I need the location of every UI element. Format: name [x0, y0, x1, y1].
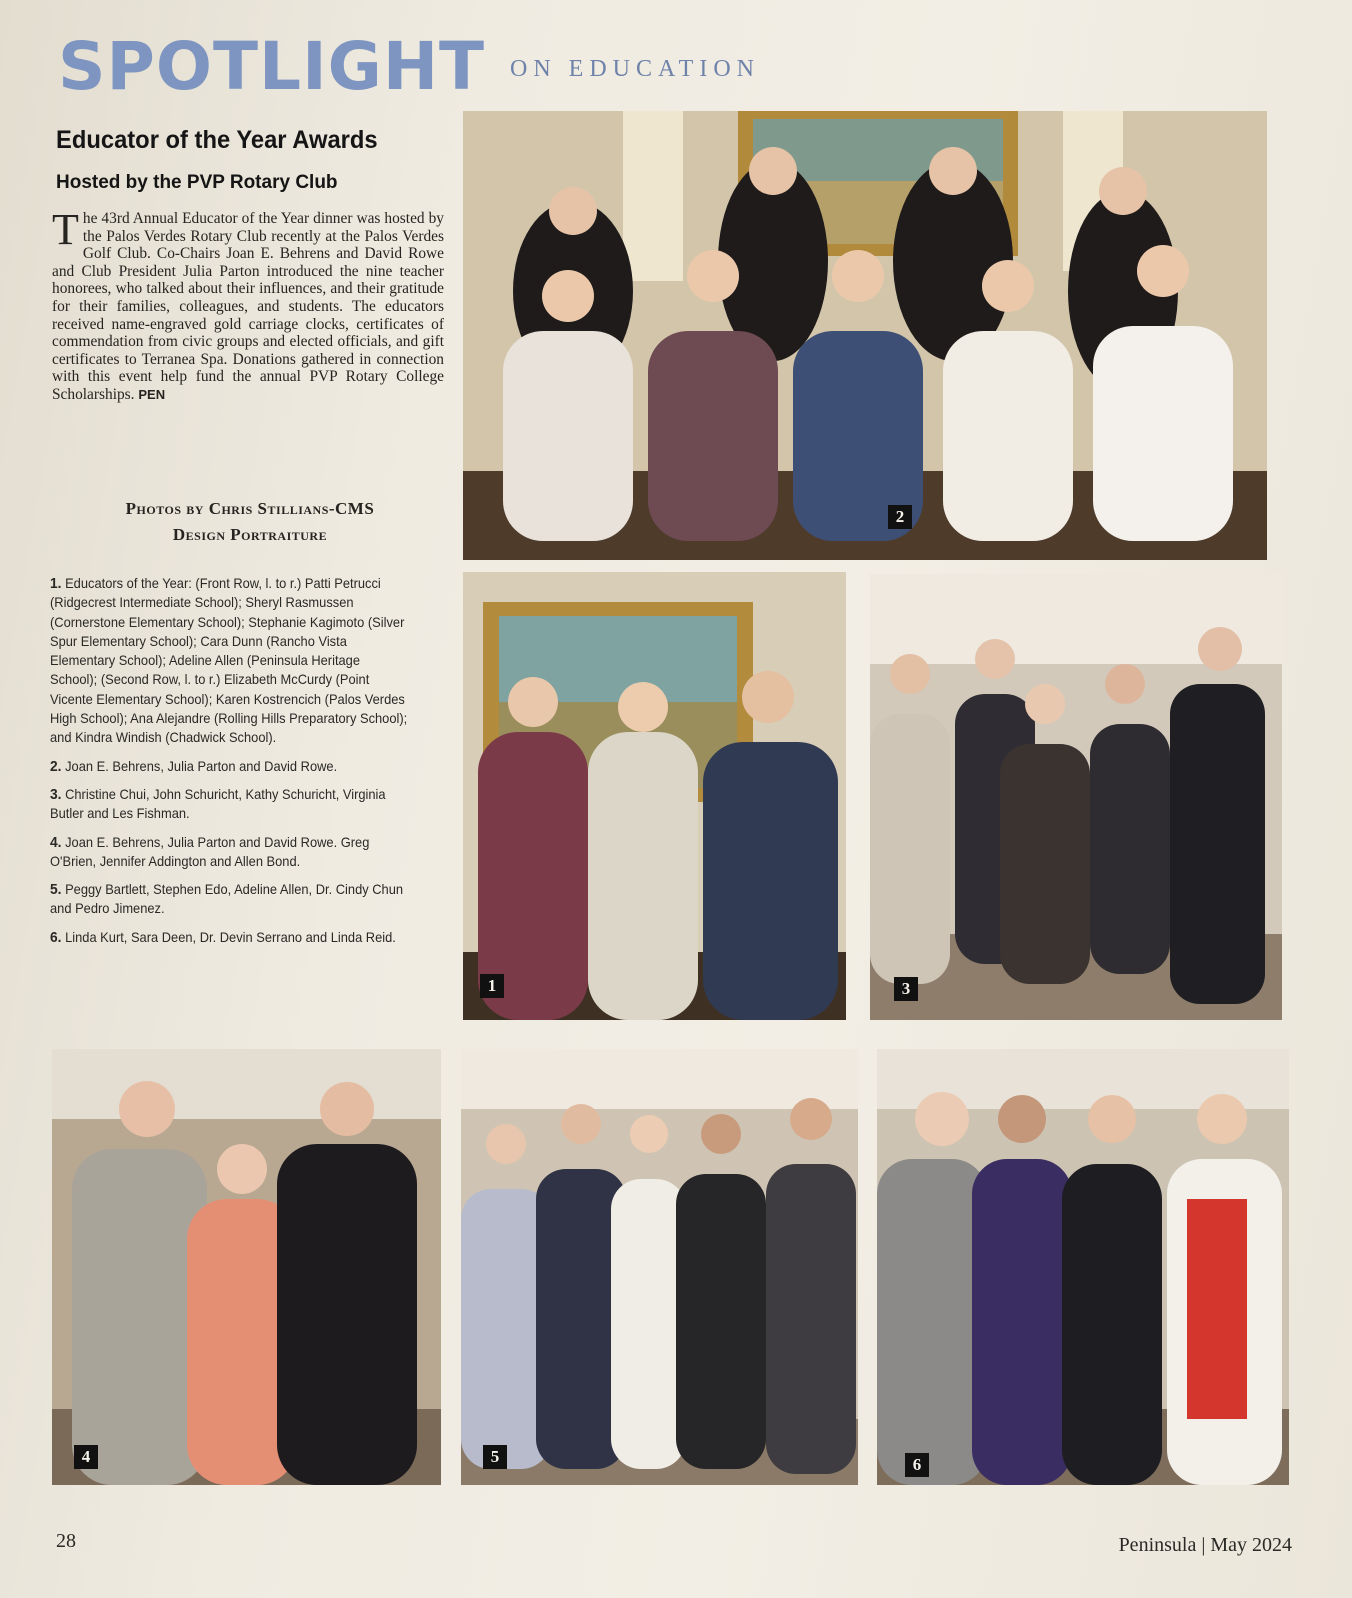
photo-number-badge: 6: [905, 1453, 929, 1477]
caption-text: Educators of the Year: (Front Row, l. to r.) Patti Petrucci (Ridgecrest Intermediate School); Sheryl Rasmussen (Cornerstone Elementary School); Stephanie Kagimoto (Silver Spur Elementary School); Cara Dunn (Rancho Vista Elementary School); Adeline Allen (Peninsula Heritage School); (Second Row, l. to r.) Elizabeth McCurdy (Point Vicente Elementary School); Karen Kostrencich (Palos Verdes High School); Ana Alejandre (Rolling Hills Preparatory School); and Kindra Windish (Chadwick School).: [50, 575, 408, 746]
drop-cap: T: [52, 205, 79, 254]
signoff: PEN: [138, 386, 166, 402]
caption-number: 4.: [50, 833, 62, 851]
photo-number-badge: 4: [74, 1445, 98, 1469]
photo-4-illustration: [52, 1049, 441, 1485]
photo-3-illustration: [870, 574, 1282, 1020]
group-photo-educators: [463, 111, 1267, 560]
spotlight-logo: SPOTLIGHT: [58, 28, 486, 105]
section-title: ON EDUCATION: [510, 56, 760, 82]
photo-credit-line1: Photos by Chris Stillians-CMS: [125, 499, 375, 518]
caption-item: [50, 928, 409, 947]
caption-number: 2.: [50, 757, 62, 775]
caption-number: 1.: [50, 575, 62, 592]
caption-item: [50, 574, 409, 748]
photo-1: [463, 572, 846, 1020]
caption-text: Linda Kurt, Sara Deen, Dr. Devin Serrano and Linda Reid.: [65, 928, 396, 945]
caption-text: Joan E. Behrens, Julia Parton and David Rowe.: [65, 757, 338, 774]
publication-footer: Peninsula | May 2024: [1118, 1534, 1292, 1556]
photo-captions: [50, 574, 409, 956]
article-body-text: he 43rd Annual Educator of the Year dinner was hosted by the Palos Verdes Rotary Club recently at the Palos Verdes Golf Club. Co-Chairs Joan E. Behrens and David Rowe and Club President Julia Parton introduced the nine teacher honorees, who talked about their influences, and their gratitude for their families, colleagues, and students. The educators received name-engraved gold carriage clocks, certificates of commendation from civic groups and elected officials, and gift certificates to Terranea Spa. Donations gathered in connection with this event help fund the annual PVP Rotary College Scholarships.: [52, 210, 444, 403]
photo-credit: [70, 496, 430, 548]
caption-number: 6.: [50, 928, 62, 946]
page-number: 28: [56, 1530, 76, 1552]
caption-text: Christine Chui, John Schuricht, Kathy Schuricht, Virginia Butler and Les Fishman.: [50, 785, 386, 822]
caption-number: 5.: [50, 881, 62, 899]
photo-1-illustration: [463, 572, 846, 1020]
photo-number-badge: 2: [888, 505, 912, 529]
article-headline: Educator of the Year Awards: [56, 126, 378, 154]
photo-number-badge: 5: [483, 1445, 507, 1469]
caption-text: Peggy Bartlett, Stephen Edo, Adeline Allen, Dr. Cindy Chun and Pedro Jimenez.: [50, 881, 404, 917]
photo-number-badge: 1: [480, 974, 504, 998]
photo-4: [52, 1049, 441, 1485]
photo-number-badge: 3: [894, 977, 918, 1001]
photo-5-illustration: [461, 1049, 858, 1485]
article-body: [52, 205, 444, 404]
photo-6-illustration: [877, 1049, 1289, 1485]
article-subhead: Hosted by the PVP Rotary Club: [56, 172, 338, 193]
caption-item: [50, 785, 409, 824]
caption-item: [50, 880, 409, 919]
photo-5: [461, 1049, 858, 1485]
photo-credit-line2: Design Portraiture: [172, 525, 328, 544]
caption-item: [50, 757, 409, 776]
caption-number: 3.: [50, 785, 62, 803]
group-photo-illustration: [463, 111, 1267, 560]
caption-item: [50, 833, 409, 872]
photo-6: [877, 1049, 1289, 1485]
caption-text: Joan E. Behrens, Julia Parton and David Rowe. Greg O'Brien, Jennifer Addington and Allen Bond.: [50, 833, 370, 869]
photo-3: [870, 574, 1282, 1020]
